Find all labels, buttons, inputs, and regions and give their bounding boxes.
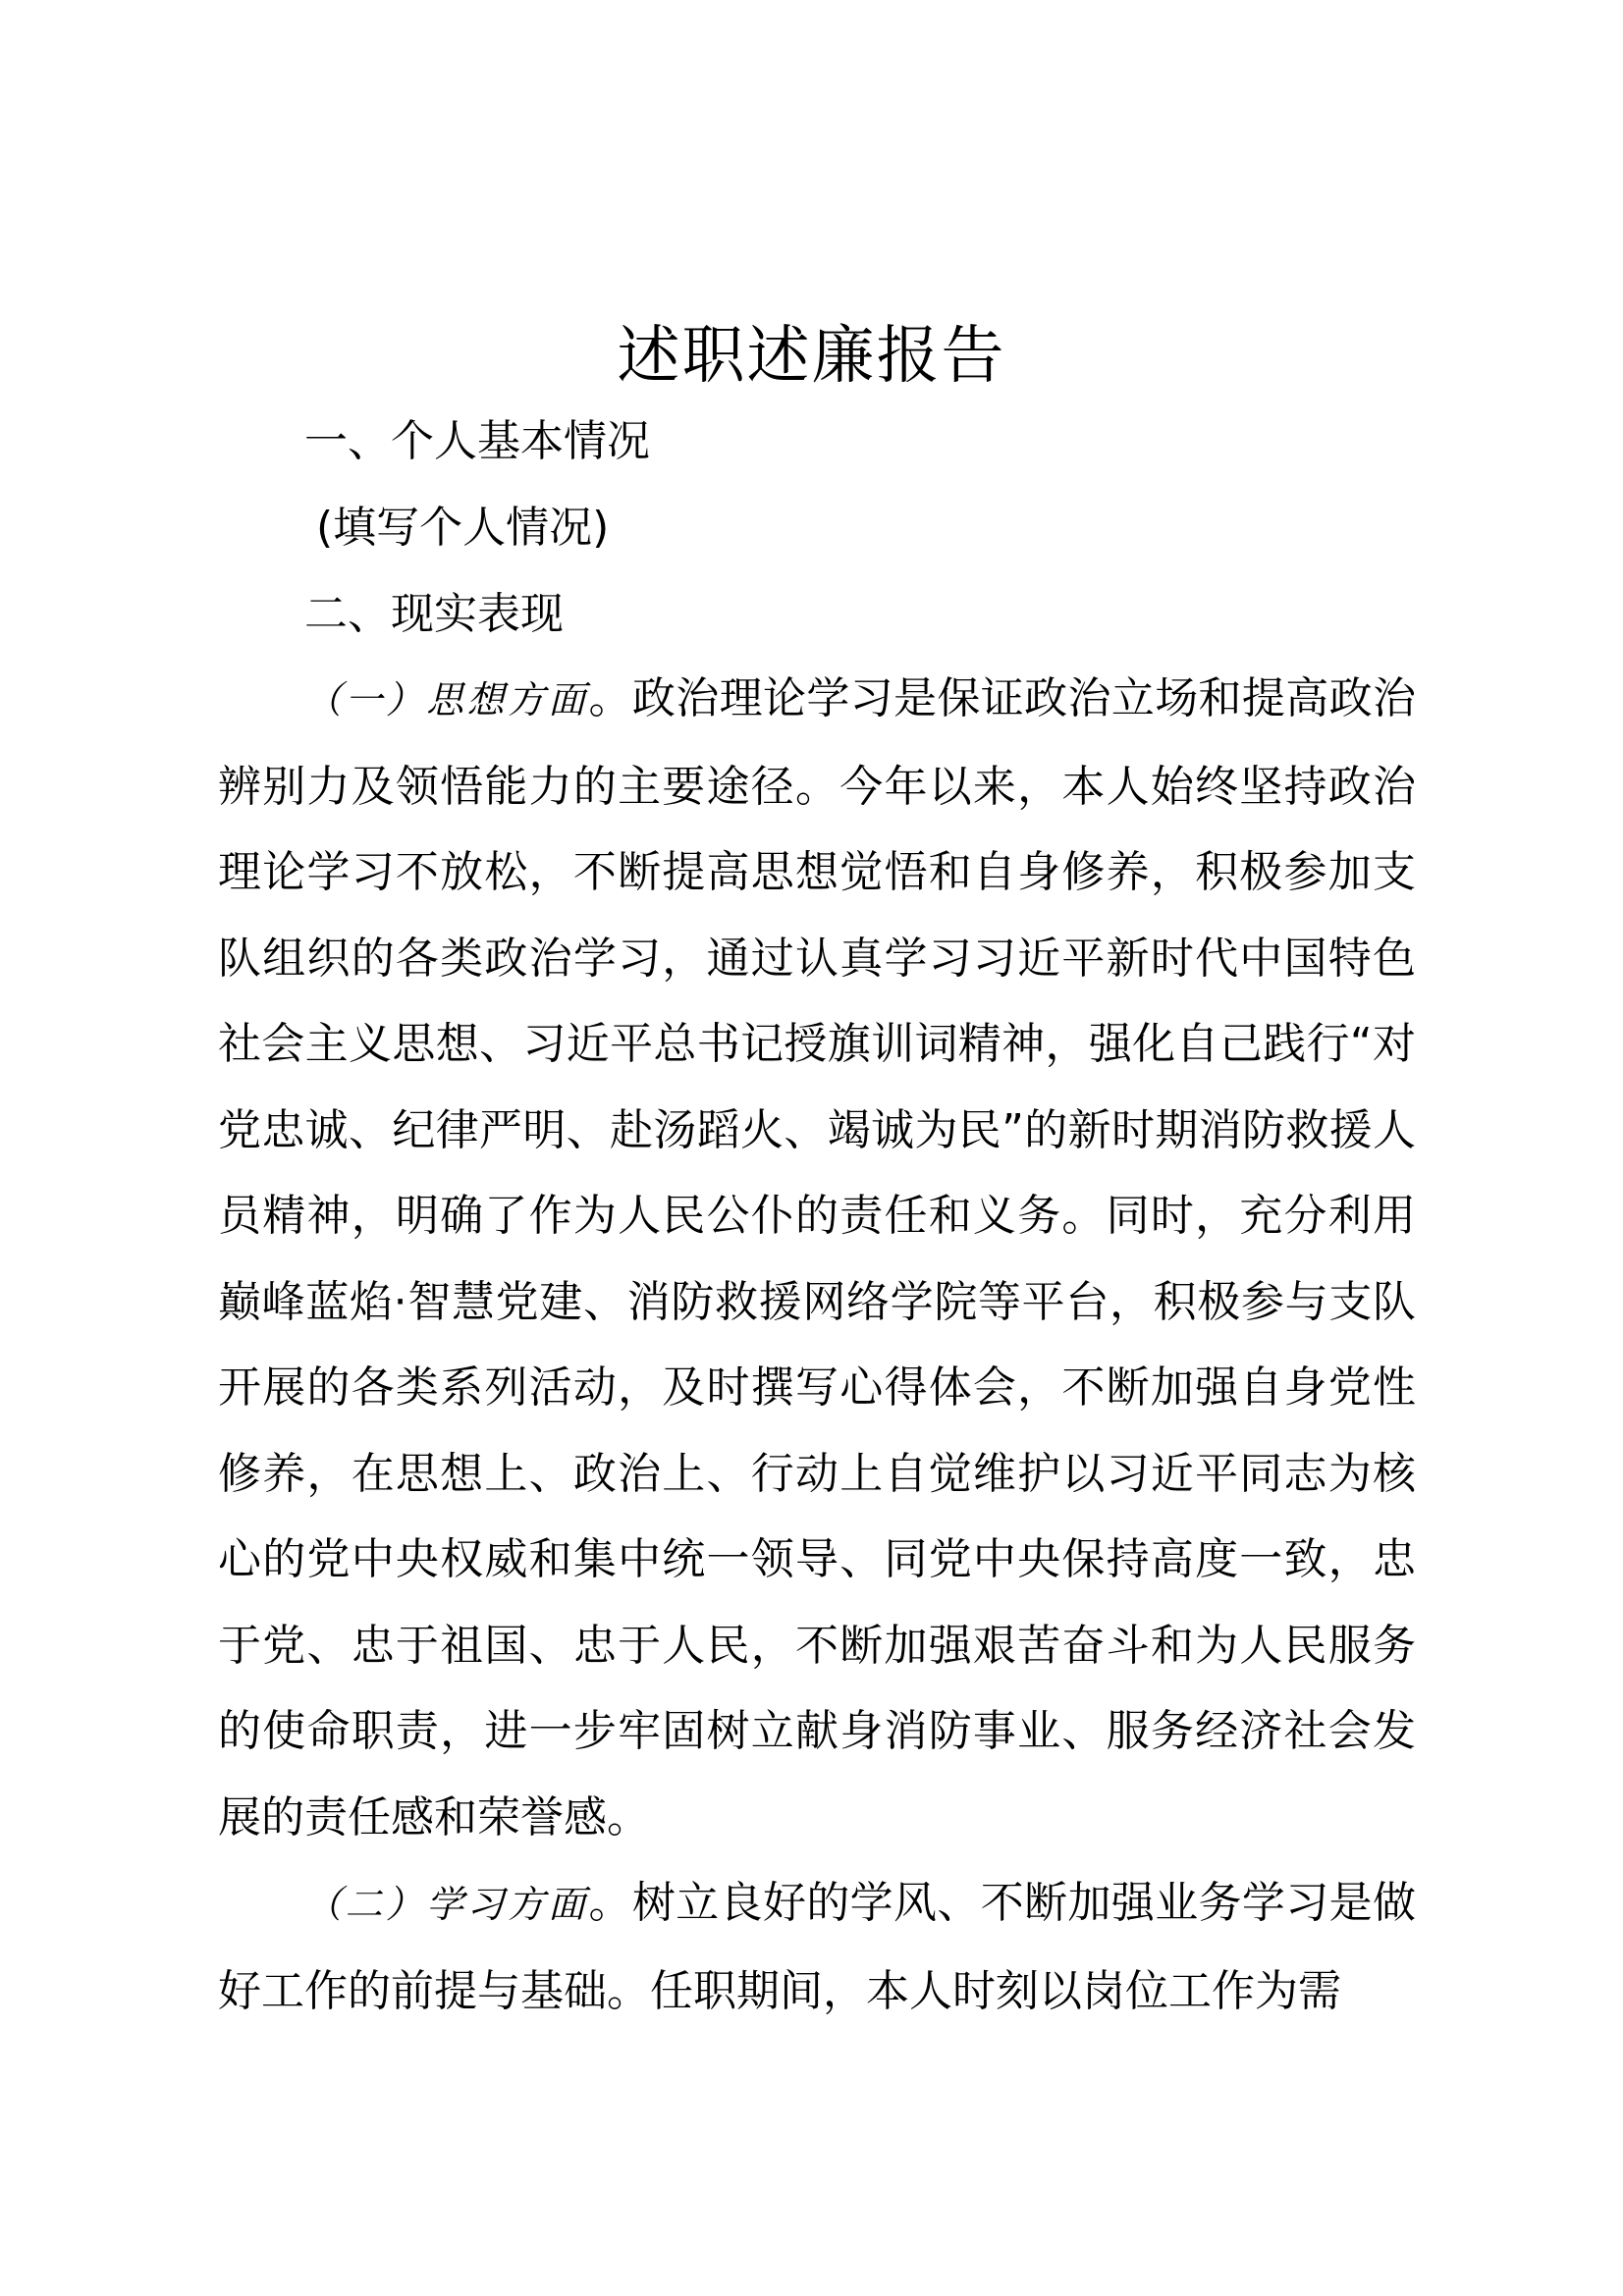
paragraph-ideology-body: 。政治理论学习是保证政治立场和提高政治辨别力及领悟能力的主要途径。今年以来，本人始终坚持政治理论学习不放松，不断提高思想觉悟和自身修养，积极参加支队组织的各类政治学习，通过认真学习习近平新时代中国特色社会主义思想、习近平总书记授旗训词精神，强化自己践行“对党忠诚、纪律严明、赴汤蹈火、竭诚为民”的新时期消防救援人员精神，明确了作为人民公仆的责任和义务。同时，充分利用巅峰蓝焰·智慧党建、消防救援网络学院等平台，积极参与支队开展的各类系列活动，及时撰写心得体会，不断加强自身党性修养，在思想上、政治上、行动上自觉维护以习近平同志为核心的党中央权威和集中统一领导、同党中央保持高度一致，忠于党、忠于祖国、忠于人民，不断加强艰苦奋斗和为人民服务的使命职责，进一步牢固树立献身消防事业、服务经济社会发展的责任感和荣誉感。 (218, 673, 1416, 1842)
subheading-study: （二）学习方面 (304, 1883, 589, 1926)
section-heading-performance: 二、现实表现 (304, 589, 564, 639)
paragraph-ideology (218, 656, 1416, 1860)
paragraph-study-body: 。树立良好的学风、不断加强业务学习是做好工作的前提与基础。任职期间，本人时刻以岗位工作为需 (218, 1878, 1416, 2016)
section-heading-basic-info: 一、个人基本情况 (304, 416, 650, 466)
paragraph-study (218, 1860, 1416, 2034)
basic-info-placeholder: (填写个人情况) (316, 503, 610, 553)
document-title: 述职述廉报告 (617, 320, 1006, 393)
subheading-ideology: （一）思想方面 (304, 678, 589, 721)
